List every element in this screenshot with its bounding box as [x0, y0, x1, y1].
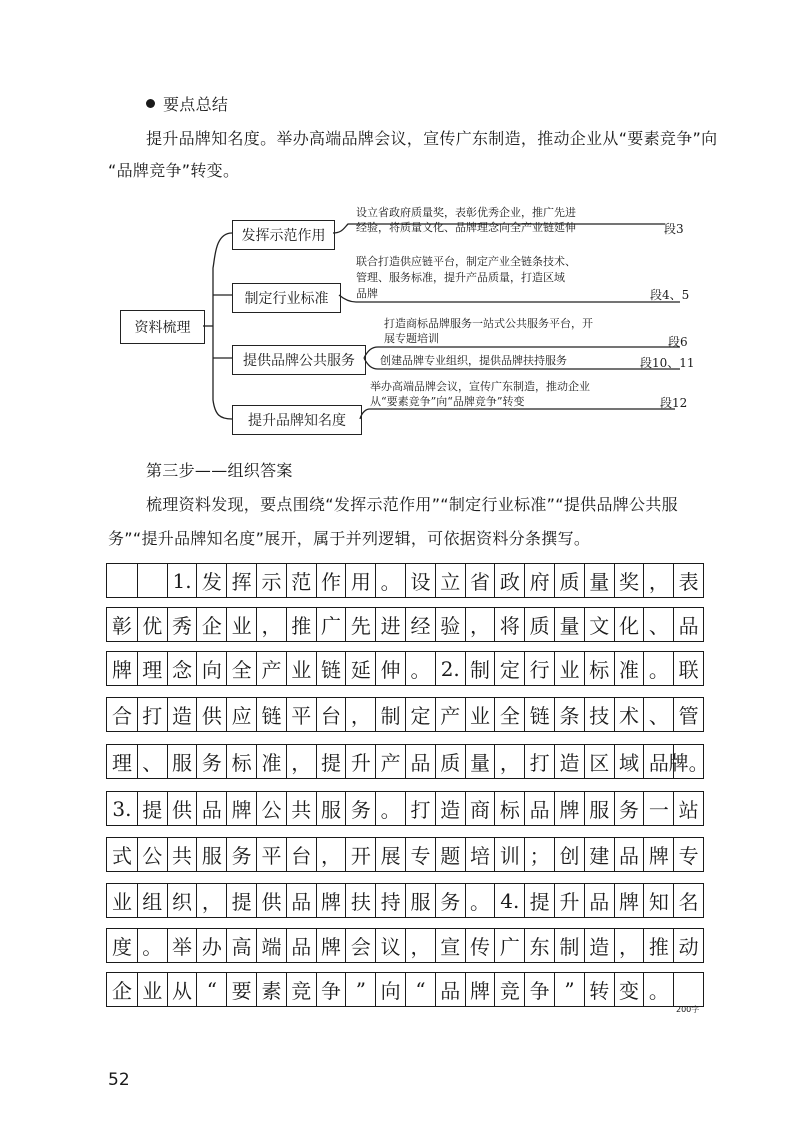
answer-cell: 牌 [226, 792, 256, 825]
answer-cell: ； [524, 838, 554, 871]
answer-cell: 供 [167, 792, 197, 825]
answer-cell: 准 [614, 652, 644, 685]
step-line-2: 务”“提升品牌知名度”展开，属于并列逻辑，可依据资料分条撰写。 [108, 529, 591, 548]
answer-cell: 质 [554, 564, 584, 597]
answer-cell: 议 [375, 929, 405, 962]
answer-cell: 标 [226, 745, 256, 778]
answer-cell: 链 [316, 652, 346, 685]
answer-cell: 会 [345, 929, 375, 962]
answer-cell: 站 [673, 792, 703, 825]
answer-cell: 质 [524, 608, 554, 641]
answer-cell: 合 [111, 704, 132, 728]
answer-cell: 应 [226, 698, 256, 731]
answer-cell: 名 [673, 884, 703, 917]
answer-cell: 品 [286, 929, 316, 962]
answer-cell: 服 [316, 792, 346, 825]
answer-cell: 区 [584, 745, 614, 778]
answer-cell: 4. [494, 884, 524, 917]
answer-cell: ， [345, 698, 375, 731]
answer-cell: 、 [643, 608, 673, 641]
answer-cell: 共 [167, 838, 197, 871]
answer-cell: 品 [524, 792, 554, 825]
answer-cell: 延 [345, 652, 375, 685]
answer-cell: 提 [226, 884, 256, 917]
answer-cell: 作 [316, 564, 346, 597]
answer-cell: 牌 [614, 884, 644, 917]
answer-cell [673, 973, 703, 1006]
segment-ref: 段12 [660, 396, 688, 410]
answer-cell: ， [465, 608, 495, 641]
answer-cell: 进 [375, 608, 405, 641]
answer-cell: “ [196, 973, 226, 1006]
answer-cell: 3. [112, 796, 132, 821]
answer-cell: 东 [524, 929, 554, 962]
answer-cell: 竞 [494, 973, 524, 1006]
segment-ref: 段6 [668, 335, 688, 349]
answer-cell: 化 [614, 608, 644, 641]
answer-cell: 牌 [111, 658, 132, 682]
answer-cell: 提 [316, 745, 346, 778]
answer-cell: 向 [196, 652, 226, 685]
answer-cell: 、 [137, 745, 167, 778]
answer-cell: 持 [375, 884, 405, 917]
answer-cell: 先 [345, 608, 375, 641]
answer-cell: 向 [375, 973, 405, 1006]
answer-cell: 举 [167, 929, 197, 962]
answer-cell: 。 [137, 929, 167, 962]
answer-cell: 文 [584, 608, 614, 641]
answer-cell: 平 [256, 838, 286, 871]
answer-row [106, 972, 704, 1007]
answer-cell: 升 [345, 745, 375, 778]
answer-cell: 示 [256, 564, 286, 597]
segment-ref: 段10、11 [640, 356, 695, 370]
answer-cell: 制 [554, 929, 584, 962]
answer-cell: 产 [375, 745, 405, 778]
answer-cell: 织 [167, 884, 197, 917]
answer-cell: 条 [554, 698, 584, 731]
answer-cell: 造 [584, 929, 614, 962]
answer-cell: 彰 [111, 614, 132, 638]
answer-cell: ， [256, 608, 286, 641]
answer-cell: 务 [345, 792, 375, 825]
answer-cell: 升 [554, 884, 584, 917]
answer-cell: 宣 [435, 929, 465, 962]
answer-cell: 优 [137, 608, 167, 641]
branch-demonstration: 发挥示范作用 [232, 220, 335, 250]
answer-cell: 打 [405, 792, 435, 825]
answer-cell: 伸 [375, 652, 405, 685]
answer-cell: 务 [226, 838, 256, 871]
branch-brand-awareness: 提升品牌知名度 [232, 405, 362, 435]
answer-cell: 供 [196, 698, 226, 731]
answer-cell: 。 [465, 884, 495, 917]
answer-cell: 立 [435, 564, 465, 597]
answer-cell [137, 564, 167, 597]
answer-cell: 公 [137, 838, 167, 871]
answer-cell: 打 [524, 745, 554, 778]
answer-cell: 办 [196, 929, 226, 962]
step-line-1: 梳理资料发现，要点围绕“发挥示范作用”“制定行业标准”“提供品牌公共服 [146, 495, 678, 514]
answer-cell: ， [405, 929, 435, 962]
answer-cell: ， [614, 929, 644, 962]
answer-cell: 牌 [316, 884, 346, 917]
answer-cell: 训 [494, 838, 524, 871]
answer-cell: 业 [226, 608, 256, 641]
answer-cell: 推 [286, 608, 316, 641]
branch-note: 创建品牌专业组织，提供品牌扶持服务 [380, 354, 567, 367]
answer-cell: 高 [226, 929, 256, 962]
answer-cell: 造 [554, 745, 584, 778]
answer-cell: 转 [584, 973, 614, 1006]
answer-cell: 品 [196, 792, 226, 825]
answer-cell: 用 [345, 564, 375, 597]
branch-note: 打造商标品牌服务一站式公共服务平台，开 [384, 317, 593, 330]
answer-cell: 制 [375, 698, 405, 731]
answer-cell: 行 [524, 652, 554, 685]
answer-cell: 秀 [167, 608, 197, 641]
page-number: 52 [108, 1070, 130, 1090]
answer-row [106, 883, 704, 918]
answer-cell: 。 [405, 652, 435, 685]
answer-cell: ” [345, 973, 375, 1006]
branch-note: 从“要素竞争”向“品牌竞争”转变 [370, 395, 525, 408]
answer-cell: 争 [524, 973, 554, 1006]
answer-cell: 。 [375, 564, 405, 597]
answer-cell: 打 [137, 698, 167, 731]
answer-cell: ， [286, 745, 316, 778]
branch-note: 经验，将质量文化、品牌理念向全产业链延伸 [356, 221, 576, 234]
answer-cell: 服 [167, 745, 197, 778]
answer-row [106, 697, 704, 732]
answer-cell: 发 [196, 564, 226, 597]
answer-cell: 联 [673, 652, 703, 685]
answer-cell: 1. [167, 564, 197, 597]
answer-cell: 务 [435, 884, 465, 917]
answer-cell: 牌 [465, 973, 495, 1006]
answer-cell: 素 [256, 973, 286, 1006]
answer-cell: 竞 [286, 973, 316, 1006]
answer-row [106, 791, 704, 826]
answer-cell: 牌。 [673, 745, 703, 778]
answer-cell: 定 [494, 652, 524, 685]
answer-cell: 品 [673, 608, 703, 641]
answer-cell: 理 [111, 751, 132, 775]
answer-cell: 展 [375, 838, 405, 871]
answer-cell: 广 [494, 929, 524, 962]
answer-cell: 台 [316, 698, 346, 731]
answer-cell: 业 [137, 973, 167, 1006]
answer-cell: ， [643, 564, 673, 597]
answer-row [106, 837, 704, 872]
answer-row [106, 607, 704, 642]
answer-cell: 品 [584, 884, 614, 917]
answer-cell: 。 [643, 973, 673, 1006]
answer-cell: 量 [554, 608, 584, 641]
summary-line-2: “品牌竞争”转变。 [108, 161, 240, 180]
answer-cell: “ [405, 973, 435, 1006]
answer-cell: 平 [286, 698, 316, 731]
answer-cell: 式 [111, 844, 132, 868]
branch-note: 展专题培训 [384, 332, 439, 345]
summary-line-1: 提升品牌知名度。举办高端品牌会议，宣传广东制造，推动企业从“要素竞争”向 [146, 129, 718, 148]
answer-cell: 业 [111, 890, 132, 914]
answer-cell: 务 [196, 745, 226, 778]
answer-cell: 产 [256, 652, 286, 685]
answer-cell: 品 [435, 973, 465, 1006]
answer-cell: 牌 [643, 838, 673, 871]
branch-note: 设立省政府质量奖，表彰优秀企业，推广先进 [356, 206, 576, 219]
answer-cell: 品 [614, 838, 644, 871]
answer-cell: ， [196, 884, 226, 917]
answer-cell: 广 [316, 608, 346, 641]
answer-cell: 品 [643, 745, 673, 778]
answer-cell: 、 [643, 698, 673, 731]
answer-cell: 争 [316, 973, 346, 1006]
answer-cell: 将 [494, 608, 524, 641]
answer-cell: 变 [614, 973, 644, 1006]
summary-heading: 要点总结 [146, 92, 228, 115]
answer-row [106, 563, 704, 598]
answer-cell: 标 [584, 652, 614, 685]
branch-standards: 制定行业标准 [232, 283, 341, 313]
answer-cell: 创 [554, 838, 584, 871]
answer-cell: 扶 [345, 884, 375, 917]
answer-cell: 准 [256, 745, 286, 778]
answer-cell: 政 [494, 564, 524, 597]
answer-cell: 标 [494, 792, 524, 825]
answer-cell: 培 [465, 838, 495, 871]
answer-cell: 服 [196, 838, 226, 871]
answer-cell: 量 [584, 564, 614, 597]
answer-cell: 牌 [316, 929, 346, 962]
answer-cell: 服 [584, 792, 614, 825]
answer-cell: 域 [614, 745, 644, 778]
word-count-label: 200字 [676, 1005, 700, 1014]
answer-cell: 经 [405, 608, 435, 641]
answer-cell: 业 [554, 652, 584, 685]
answer-cell: 定 [405, 698, 435, 731]
answer-cell: 品 [286, 884, 316, 917]
answer-row [106, 744, 709, 779]
answer-cell: 全 [494, 698, 524, 731]
answer-cell: 开 [345, 838, 375, 871]
answer-cell: 企 [196, 608, 226, 641]
answer-cell: 奖 [614, 564, 644, 597]
answer-cell: 品 [405, 745, 435, 778]
branch-public-service: 提供品牌公共服务 [232, 345, 366, 375]
branch-note: 管理、服务标准，提升产品质量，打造区域 [356, 271, 565, 284]
answer-cell: 设 [405, 564, 435, 597]
answer-cell: 术 [614, 698, 644, 731]
segment-ref: 段3 [664, 222, 684, 236]
answer-cell: 供 [256, 884, 286, 917]
answer-cell: 提 [137, 792, 167, 825]
answer-cell: 组 [137, 884, 167, 917]
answer-cell: 度 [111, 935, 132, 959]
answer-cell: 服 [405, 884, 435, 917]
answer-cell: 质 [435, 745, 465, 778]
answer-cell: 商 [465, 792, 495, 825]
answer-cell: 要 [226, 973, 256, 1006]
answer-cell: 提 [524, 884, 554, 917]
branch-note: 联合打造供应链平台，制定产业全链条技术、 [356, 255, 576, 268]
answer-cell: 挥 [226, 564, 256, 597]
answer-cell: 量 [465, 745, 495, 778]
step-title: 第三步——组织答案 [146, 461, 293, 480]
answer-cell: 链 [256, 698, 286, 731]
answer-cell: 牌 [554, 792, 584, 825]
answer-cell: 一 [643, 792, 673, 825]
answer-cell [107, 564, 137, 597]
segment-ref: 段4、5 [650, 288, 690, 302]
answer-cell: 从 [167, 973, 197, 1006]
answer-cell: 题 [435, 838, 465, 871]
answer-cell: 知 [643, 884, 673, 917]
answer-cell: ” [554, 973, 584, 1006]
answer-cell: 造 [435, 792, 465, 825]
answer-cell: 理 [137, 652, 167, 685]
answer-cell: 技 [584, 698, 614, 731]
answer-cell: 管 [673, 698, 703, 731]
answer-cell: 推 [643, 929, 673, 962]
answer-cell: 全 [226, 652, 256, 685]
answer-cell: 2. [435, 652, 465, 685]
answer-row [106, 651, 704, 686]
answer-cell: 建 [584, 838, 614, 871]
answer-cell: 念 [167, 652, 197, 685]
answer-cell: 范 [286, 564, 316, 597]
answer-cell: 表 [673, 564, 703, 597]
answer-cell: 传 [465, 929, 495, 962]
answer-cell: 业 [286, 652, 316, 685]
answer-cell: 。 [375, 792, 405, 825]
answer-cell: 企 [111, 979, 132, 1003]
branch-note: 举办高端品牌会议，宣传广东制造，推动企业 [370, 380, 590, 393]
answer-cell: 动 [673, 929, 703, 962]
answer-row [106, 928, 704, 963]
answer-cell: 造 [167, 698, 197, 731]
answer-cell: 公 [256, 792, 286, 825]
answer-cell: 产 [435, 698, 465, 731]
answer-cell: 共 [286, 792, 316, 825]
answer-cell: 端 [256, 929, 286, 962]
answer-cell: 验 [435, 608, 465, 641]
answer-cell: ， [494, 745, 524, 778]
answer-cell: 务 [614, 792, 644, 825]
diagram-root: 资料梳理 [120, 310, 205, 344]
answer-cell: ， [316, 838, 346, 871]
branch-note: 品牌 [356, 287, 378, 300]
answer-cell: 制 [465, 652, 495, 685]
answer-cell: 省 [465, 564, 495, 597]
answer-cell: 链 [524, 698, 554, 731]
answer-cell: 专 [405, 838, 435, 871]
answer-cell: 业 [465, 698, 495, 731]
answer-cell: 专 [673, 838, 703, 871]
answer-cell: 府 [524, 564, 554, 597]
answer-cell: 。 [643, 652, 673, 685]
answer-cell: 台 [286, 838, 316, 871]
